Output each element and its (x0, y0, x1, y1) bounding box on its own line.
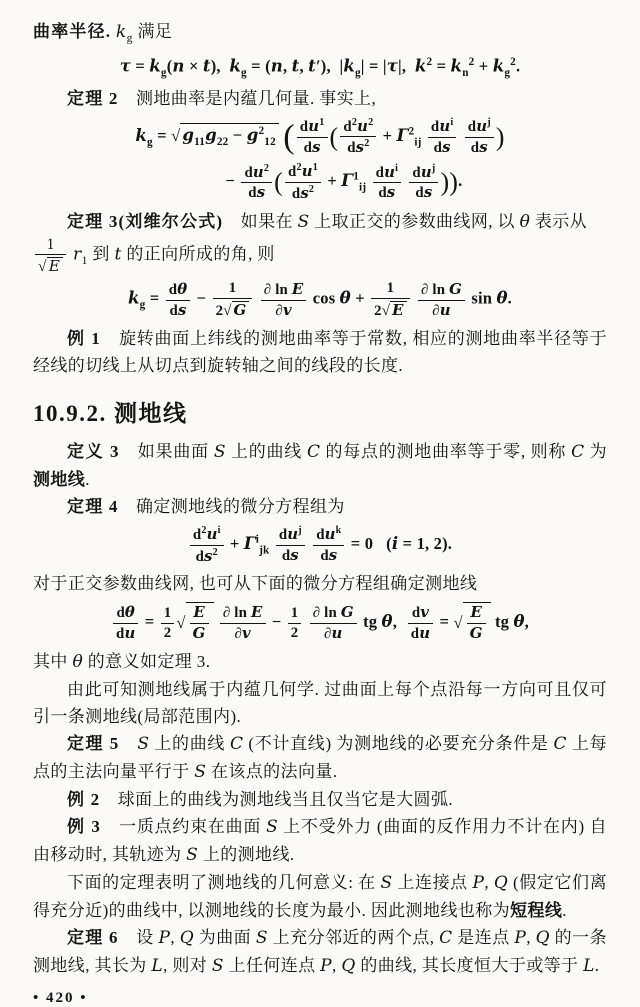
example-2-text: 球面上的曲线为测地线当且仅当它是大圆弧. (100, 790, 454, 810)
example-3-text: 一质点约束在曲面 S 上不受外力 (曲面的反作用力不计在内) 自由移动时, 其轨迹为 S 上的测地线. (33, 817, 607, 866)
theorem-3-head (33, 208, 607, 236)
example-2 (33, 786, 607, 813)
lead-paragraph (33, 18, 607, 51)
theorem-2-label: 定理 2 (67, 88, 119, 108)
para-intrinsic-geometry: 由此可知测地线属于内蕴几何学. 过曲面上每个点沿每一方向可且仅可引一条测地线(局部范围内). (33, 680, 607, 727)
theorem-5-text: S 上的曲线 C (不计直线) 为测地线的必要充分条件是 C 上每点的主法向量平行于 S 在该点的法向量. (33, 734, 607, 783)
theorem-5 (33, 730, 607, 786)
example-1-text: 旋转曲面上纬线的测地曲率等于常数, 相应的测地曲率半径等于经线的切线上从切点到旋转轴之间的线段的长度. (33, 328, 608, 375)
theorem-4-label: 定理 4 (67, 496, 119, 516)
theorem-6-label: 定理 6 (67, 928, 119, 948)
formula-geodesic-ode: $\frac{d^2u^i}{ds^2}$ + $\Gamma^i_{jk}$ $du^j$ ds $du^k$ ds = 0 (i = 1, 2). (33, 525, 607, 566)
para-orthogonal-net: 对于正交参数曲线网, 也可从下面的微分方程组确定测地线 (33, 574, 478, 594)
formula-liouville: $k_g$ = $\frac{d\theta}{ds}$ − $\frac{1}{2√ G}$ $\frac{\text{∂ ln E}}{\partial v}$ cos θ + $\frac{1}{2√ E}$ $\frac{\text{∂ ln G}}{\partial u}$ sin θ. (128, 279, 512, 320)
example-3 (33, 813, 607, 869)
example-1-label: 例 1 (67, 328, 102, 348)
formula-kg-line1: $k_g$ = √ $g_{11}g_{22} - g^2_{12}$ ( $\frac{du^1}{ds}$ ( $\frac{d^2u^2}{ds^2}$ + $\Gamma^2_{ij}$ $du^i$ ds $du^j$ ds ) (135, 116, 505, 157)
formula-theta-ode: $\frac{d\theta}{du}$ = $\frac{1}{2}$ √ $\frac{E}{G}$ $\frac{\text{∂ ln E}}{\partial v}$ − $\frac{1}{2}$ $\frac{\text{∂ ln G}}{\partial u}$ tg θ, $\frac{dv}{du}$ = √ $\frac{E}{G}$ tg θ, (33, 602, 607, 643)
formula-tau-kg: $\tau = k_g(n \times t)$, $k_g = (n$, t, t′), $|k_g| = |\tau|$, $k^2 = k_n^2 + k_g^2$. (119, 56, 521, 80)
theorem-3-label: 定理 3(刘维尔公式) (67, 211, 224, 231)
theorem-2-text: 测地曲率是内蕴几何量. 事实上, (118, 88, 377, 108)
formula-kg-line2: − $\frac{du^2}{ds}$ ( $\frac{d^2u^1}{ds^2}$ + $\Gamma^1_{ij}$ $du^i$ ds $du^j$ ds )). (225, 162, 463, 202)
definition-3-text: 如果曲面 S 上的曲线 C 的每点的测地曲率等于零, 则称 C 为测地线. (33, 441, 607, 489)
lead-label: 曲率半径. (33, 22, 112, 41)
section-heading: 10.9.2. 测地线 (33, 400, 188, 426)
page-number: • 420 • (33, 990, 88, 1007)
definition-3 (33, 438, 607, 493)
theorem-4-text: 确定测地线的微分方程组为 (118, 496, 345, 516)
example-1 (33, 325, 607, 379)
theorem-3-continuation: $\frac{1}{√ E}$ $r_1$ 到 t 的正向所成的角, 则 (33, 236, 607, 276)
theorem-2-head (33, 85, 607, 112)
para-theta-meaning: 其中 θ 的意义如定理 3. (33, 652, 211, 673)
theorem-5-label: 定理 5 (67, 734, 120, 754)
para-geometric-meaning: 下面的定理表明了测地线的几何意义: 在 S 上连接点 P, Q (假定它们离得充分近)的曲线中, 以测地线的长度为最小. 因此测地线也称为短程线. (33, 873, 607, 921)
example-3-label: 例 3 (67, 817, 102, 837)
definition-3-label: 定义 3 (67, 441, 120, 461)
theorem-6 (33, 924, 607, 980)
example-2-label: 例 2 (67, 790, 101, 810)
theorem-3-text: 如果在 S 上取正交的参数曲线网, 以 θ 表示从 (223, 211, 588, 232)
theorem-6-text: 设 P, Q 为曲面 S 上充分邻近的两个点, C 是连点 P, Q 的一条测地线, 其长为 L, 则对 S 上任何连点 P, Q 的曲线, 其长度恒大于或等于 L. (33, 928, 608, 977)
lead-text: $k_g$ 满足 (115, 22, 173, 45)
theorem-4-head (33, 493, 607, 520)
